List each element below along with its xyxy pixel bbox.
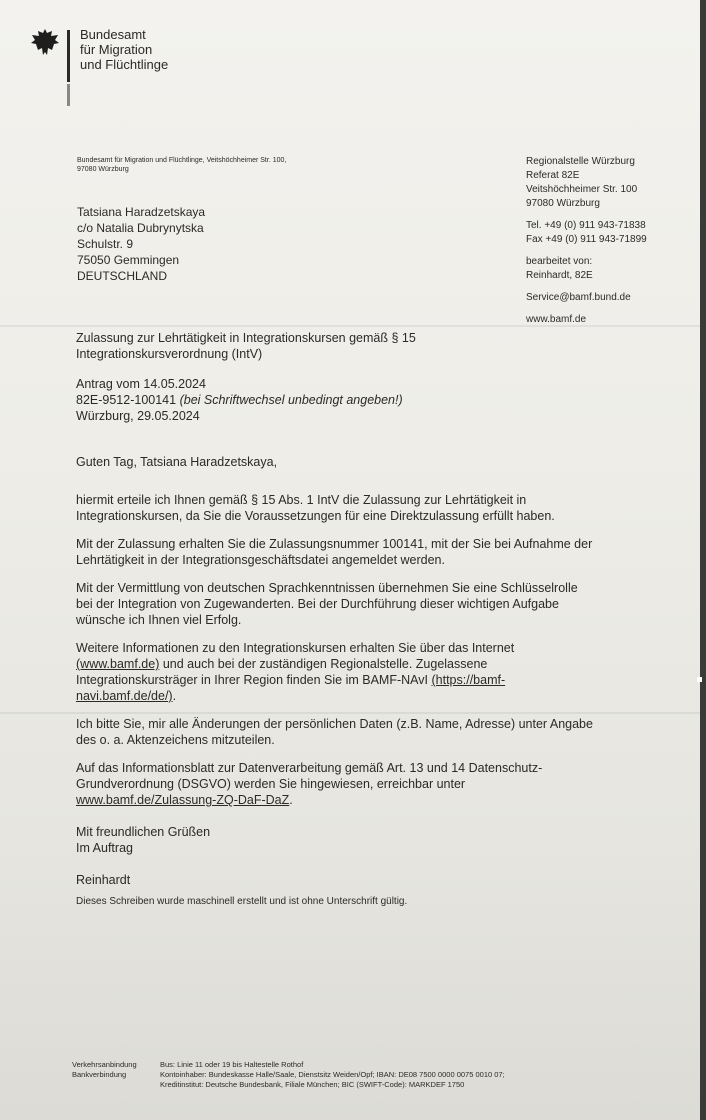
paragraph: Mit der Vermittlung von deutschen Sprachkenntnissen übernehmen Sie eine Schlüsselrolle bei der Integration von Zugewanderten. Bei der Durchführung dieser wichtigen Aufgabe wünsche ich Ihnen viel Erfolg. <box>76 581 578 627</box>
office-street: Veitshöchheimer Str. 100 <box>526 184 638 195</box>
recipient-city: 75050 Gemmingen <box>77 253 180 267</box>
footer-value: Bus: Linie 11 oder 19 bis Haltestelle Rothof <box>160 1060 304 1069</box>
light-spot <box>697 677 702 682</box>
closing-line: Mit freundlichen Grüßen <box>76 825 211 839</box>
office-phone: Tel. +49 (0) 911 943-71838 <box>526 220 646 231</box>
footer-row <box>72 1080 505 1090</box>
footer-row <box>72 1060 505 1070</box>
reference-number: 82E-9512-100141 <box>76 393 177 407</box>
application-date: Antrag vom 14.05.2024 <box>76 377 206 391</box>
reference-block <box>76 376 596 424</box>
dsgvo-link[interactable]: www.bamf.de/Zulassung-ZQ-DaF-DaZ <box>76 793 290 807</box>
processed-label: bearbeitet von: <box>526 256 593 267</box>
paragraph: hiermit erteile ich Ihnen gemäß § 15 Abs. 1 IntV die Zulassung zur Lehrtätigkeit in Integrationskursen, da Sie die Voraussetzungen für eine Direktzulassung erfüllt haben. <box>76 493 555 523</box>
recipient-street: Schulstr. 9 <box>77 237 134 251</box>
letter-body <box>76 330 596 910</box>
footer-label: Verkehrsanbindung <box>72 1060 137 1069</box>
office-name: Regionalstelle Würzburg <box>526 156 635 167</box>
sender-line: Bundesamt für Migration und Flüchtlinge, Veitshöchheimer Str. 100, <box>77 157 287 164</box>
office-website: www.bamf.de <box>526 314 587 325</box>
paragraph-text: . <box>172 689 177 703</box>
recipient-address <box>77 204 205 284</box>
recipient-country: DEUTSCHLAND <box>77 269 168 283</box>
logo-bar <box>67 30 70 82</box>
closing <box>76 824 596 856</box>
office-email: Service@bamf.bund.de <box>526 292 631 303</box>
office-fax: Fax +49 (0) 911 943-71899 <box>526 234 647 245</box>
machine-note: Dieses Schreiben wurde maschinell erstellt und ist ohne Unterschrift gültig. <box>76 896 408 907</box>
paragraph <box>76 640 596 704</box>
paragraph-text: Auf das Informationsblatt zur Datenverarbeitung gemäß Art. 13 und 14 Datenschutz-Grundverordnung (DSGVO) werden Sie hingewiesen, erreichbar unter <box>76 761 543 791</box>
agency-line: für Migration <box>80 42 153 57</box>
footer-value: Kreditinstitut: Deutsche Bundesbank, Filiale München; BIC (SWIFT-Code): MARKDEF 1750 <box>160 1080 465 1089</box>
recipient-co: c/o Natalia Dubrynytska <box>77 221 204 235</box>
footer <box>72 1060 505 1090</box>
agency-name <box>80 27 168 72</box>
agency-line: Bundesamt <box>80 27 146 42</box>
footer-row <box>72 1070 505 1080</box>
footer-label: Bankverbindung <box>72 1070 127 1079</box>
agency-line: und Flüchtlinge <box>80 57 169 72</box>
paragraph <box>76 760 596 808</box>
paragraph: Mit der Zulassung erhalten Sie die Zulassungsnummer 100141, mit der Sie bei Aufnahme der Lehrtätigkeit in der Integrationsgeschäftsdatei angemeldet werden. <box>76 537 593 567</box>
processed-by: Reinhardt, 82E <box>526 270 593 281</box>
federal-eagle-icon <box>30 26 60 58</box>
subject <box>76 330 596 362</box>
place-date: Würzburg, 29.05.2024 <box>76 409 200 423</box>
signature-name: Reinhardt <box>76 873 131 887</box>
office-city: 97080 Würzburg <box>526 198 600 209</box>
subject-line: Zulassung zur Lehrtätigkeit in Integrationskursen gemäß § 15 <box>76 331 416 345</box>
paragraph-text: Weitere Informationen zu den Integrationskursen erhalten Sie über das Internet <box>76 641 515 655</box>
sender-line: 97080 Würzburg <box>77 166 129 173</box>
logo-bar-gray <box>67 84 70 106</box>
footer-value: Kontoinhaber: Bundeskasse Halle/Saale, Dienstsitz Weiden/Opf; IBAN: DE08 7500 0000 0075 0010 07; <box>160 1070 505 1079</box>
bamf-link[interactable]: (www.bamf.de) <box>76 657 160 671</box>
paragraph-text: und auch bei der zuständigen Regionalstelle. Zugelassene Integrationskursträger in Ihrer Region finden Sie im BAMF-NAvI <box>76 657 488 687</box>
subject-line: Integrationskursverordnung (IntV) <box>76 347 263 361</box>
office-referat: Referat 82E <box>526 170 580 181</box>
sender-address <box>77 156 286 174</box>
greeting: Guten Tag, Tatsiana Haradzetskaya, <box>76 455 278 469</box>
paragraph-text: . <box>289 793 293 807</box>
office-info <box>526 155 647 327</box>
bamf-navi-link[interactable]: (https://bamf-navi.bamf.de/de/) <box>76 673 506 703</box>
closing-line: Im Auftrag <box>76 841 133 855</box>
paragraph: Ich bitte Sie, mir alle Änderungen der persönlichen Daten (z.B. Name, Adresse) unter Angabe des o. a. Aktenzeichens mitzuteilen. <box>76 717 593 747</box>
recipient-name: Tatsiana Haradzetskaya <box>77 205 206 219</box>
reference-note: (bei Schriftwechsel unbedingt angeben!) <box>179 393 403 407</box>
